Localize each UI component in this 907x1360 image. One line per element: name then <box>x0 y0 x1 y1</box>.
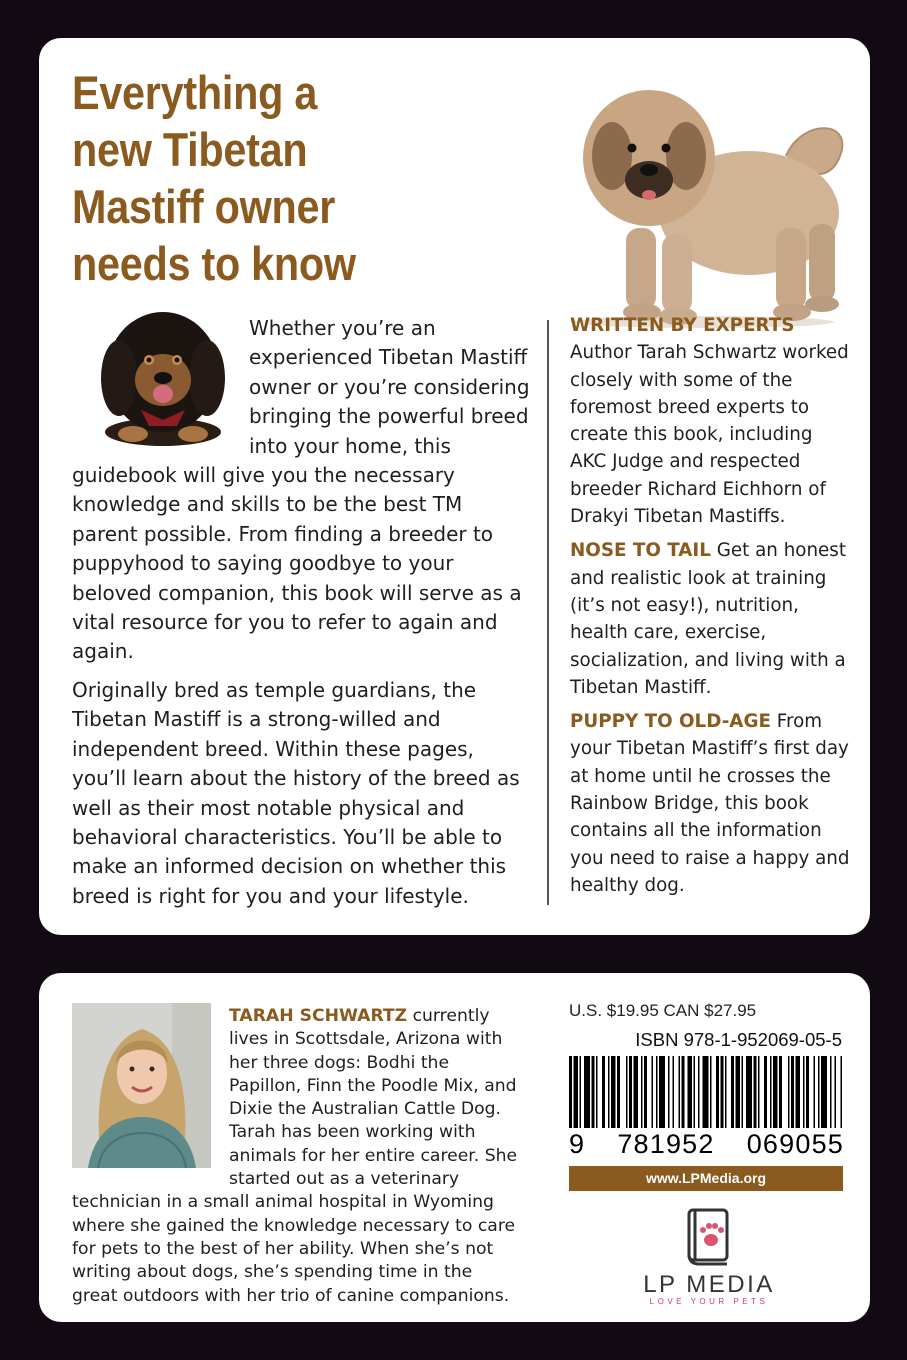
feature-nose-to-tail <box>570 537 852 701</box>
barcode-bar <box>679 1056 681 1128</box>
barcode-bar <box>673 1056 675 1128</box>
barcode-bar <box>841 1056 843 1128</box>
intro-paragraph-1: Whether you’re an experienced Tibetan Mastiff owner or you’re considering bringing the powerful breed into your home, this guidebook will give you the necessary knowledge and skills to be the best TM parent possible. From finding a breeder to puppyhood to saying goodbye to your beloved companion, this book will serve as a vital resource for you to refer to again and again. <box>72 316 530 664</box>
barcode-bar <box>710 1056 712 1128</box>
barcode-bar <box>634 1056 639 1128</box>
barcode <box>569 1056 843 1128</box>
author-bio <box>72 1005 519 1308</box>
back-cover-top-panel <box>39 38 870 935</box>
barcode-bar <box>626 1056 628 1128</box>
feature-written-by-experts <box>570 312 852 530</box>
barcode-bar <box>806 1056 809 1128</box>
back-cover-bottom-panel <box>39 973 870 1322</box>
barcode-bar <box>721 1056 724 1128</box>
headline <box>72 64 486 292</box>
barcode-bar <box>764 1056 767 1128</box>
feature-title: PUPPY TO OLD-AGE <box>570 711 771 733</box>
barcode-digits-left: 781952 <box>617 1129 715 1159</box>
barcode-bar <box>788 1056 790 1128</box>
barcode-bar <box>758 1056 760 1128</box>
barcode-bar <box>754 1056 757 1128</box>
barcode-bar <box>668 1056 670 1128</box>
isbn: ISBN 978-1-952069-05-5 <box>635 1029 842 1050</box>
barcode-bar <box>698 1056 700 1128</box>
barcode-bar <box>617 1056 620 1128</box>
barcode-bar <box>596 1056 598 1128</box>
barcode-digits-right: 069055 <box>746 1129 844 1159</box>
headline-line-1: Everything a <box>72 66 318 119</box>
barcode-bar <box>659 1056 665 1128</box>
feature-puppy-to-old-age <box>570 708 852 899</box>
column-divider <box>547 320 549 905</box>
barcode-bar <box>803 1056 805 1128</box>
barcode-bar <box>694 1056 696 1128</box>
barcode-bar <box>791 1056 794 1128</box>
barcode-bar <box>796 1056 801 1128</box>
headline-line-3: Mastiff owner <box>72 180 336 233</box>
barcode-bar <box>592 1056 595 1128</box>
barcode-bar <box>644 1056 647 1128</box>
barcode-bar <box>688 1056 693 1128</box>
feature-text: From your Tibetan Mastiff’s first day at home until he crosses the Rainbow Bridge, this book contains all the information you need to raise a happy and healthy dog. <box>570 711 850 896</box>
publisher-name: LP MEDIA <box>643 1271 775 1298</box>
barcode-bar <box>608 1056 610 1128</box>
barcode-bar <box>830 1056 832 1128</box>
barcode-bar <box>656 1056 658 1128</box>
barcode-bar <box>580 1056 582 1128</box>
headline-line-4: needs to know <box>72 237 356 290</box>
barcode-bar <box>742 1056 744 1128</box>
barcode-digits <box>569 1129 844 1160</box>
publisher-tagline: LOVE YOUR PETS <box>649 1297 769 1306</box>
barcode-bar <box>725 1056 727 1128</box>
barcode-bar <box>814 1056 816 1128</box>
barcode-bar <box>703 1056 709 1128</box>
barcode-bar <box>818 1056 820 1128</box>
barcode-bar <box>574 1056 579 1128</box>
barcode-bar <box>629 1056 632 1128</box>
barcode-digit-lead: 9 <box>569 1129 586 1159</box>
author-bio-text: currently lives in Scottsdale, Arizona with her three dogs: Bodhi the Papillon, Finn the Poodle Mix, and Dixie the Australian Cattle Dog. Tarah has been working with animals for her entire career. She started out as a veterinary technician in a small animal hospital in Wyoming where she gained the knowledge necessary to care for pets to the best of her ability. When she’s not writing about dogs, she’s spending time in the great outdoors with her trio of canine companions. <box>72 1006 518 1306</box>
feature-text: Author Tarah Schwartz worked closely with some of the foremost breed experts to create this book, including AKC Judge and respected breeder Richard Eichhorn of Drakyi Tibetan Mastiffs. <box>570 342 849 528</box>
barcode-bar <box>821 1056 827 1128</box>
publisher-url: www.LPMedia.org <box>569 1166 843 1191</box>
barcode-bar <box>602 1056 605 1128</box>
barcode-bar <box>569 1056 572 1128</box>
barcode-bar <box>736 1056 741 1128</box>
barcode-bar <box>611 1056 616 1128</box>
barcode-bar <box>770 1056 772 1128</box>
tibetan-mastiff-puppy-photo <box>554 78 854 330</box>
barcode-bar <box>731 1056 734 1128</box>
headline-line-2: new Tibetan <box>72 123 308 176</box>
author-name: TARAH SCHWARTZ <box>229 1006 408 1026</box>
barcode-bar <box>746 1056 752 1128</box>
lp-media-book-paw-icon <box>681 1206 733 1270</box>
features-column <box>570 312 852 906</box>
barcode-bar <box>584 1056 590 1128</box>
feature-title: WRITTEN BY EXPERTS <box>570 315 795 336</box>
barcode-bar <box>652 1056 654 1128</box>
feature-title: NOSE TO TAIL <box>570 540 711 562</box>
intro-text <box>72 314 532 920</box>
barcode-bar <box>682 1056 685 1128</box>
intro-paragraph-2: Originally bred as temple guardians, the Tibetan Mastiff is a strong-willed and independent breed. Within these pages, you’ll learn about the history of the breed as well as their most notable physical and behavioral characteristics. You’ll be able to make an informed decision on whether this breed is right for you and your lifestyle. <box>72 677 520 908</box>
barcode-bar <box>773 1056 778 1128</box>
barcode-bar <box>716 1056 719 1128</box>
feature-text: Get an honest and realistic look at training (it’s not easy!), nutrition, health care, exercise, socialization, and living with a Tibetan Mastiff. <box>570 540 846 698</box>
barcode-bar <box>779 1056 782 1128</box>
barcode-bar <box>835 1056 837 1128</box>
barcode-bar <box>641 1056 643 1128</box>
price: U.S. $19.95 CAN $27.95 <box>569 1001 757 1020</box>
